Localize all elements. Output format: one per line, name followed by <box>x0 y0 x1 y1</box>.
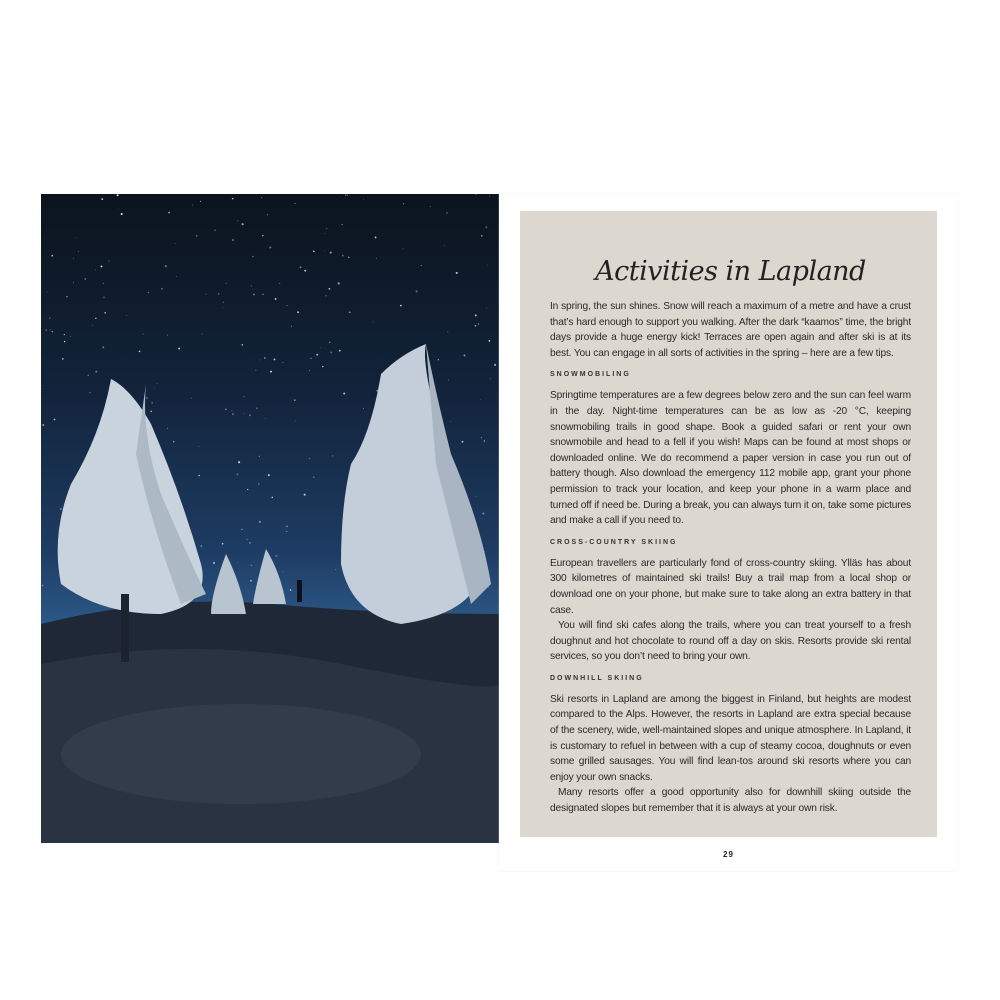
star <box>78 251 79 252</box>
star <box>60 508 62 510</box>
star <box>214 229 215 230</box>
star <box>403 248 404 249</box>
star <box>73 282 74 283</box>
star <box>480 399 481 400</box>
tree-right <box>341 344 491 624</box>
star <box>438 359 439 360</box>
star <box>50 330 51 331</box>
star <box>42 424 44 426</box>
star <box>62 358 64 360</box>
star <box>375 236 377 238</box>
star <box>250 580 252 582</box>
star <box>328 288 330 290</box>
paragraph: Springtime temperatures are a few degrees below zero and the sun can feel warm in the day. Night-time temperatures can be as low as -20 °C, keeping snowmobiling trails in good shape. Book a guided safari or rent your own snowmobile and head to a fell if you wish! Maps can be found at most shops or downloaded online. We do recommend a paper version in case you run out of battery though. Also download the emergency 112 mobile app, grant your phone permission to track your location, and keep your phone in a warm place and turned off if need be. During a break, you can always turn it on, take some pictures and make a call if you need to. <box>550 390 911 527</box>
star <box>325 295 326 296</box>
star <box>41 388 42 389</box>
star <box>247 489 248 490</box>
person-silhouette <box>297 580 302 602</box>
star <box>154 387 155 388</box>
star <box>251 564 253 566</box>
star <box>485 226 487 228</box>
star <box>272 497 274 499</box>
star <box>490 378 491 379</box>
section-heading-snowmobiling: SNOWMOBILING <box>550 371 631 379</box>
star <box>478 323 479 324</box>
star <box>242 223 244 225</box>
paragraph: Many resorts offer a good opportunity also for downhill skiing outside the designated slopes but remember that it is always at your own risk. <box>550 787 911 815</box>
star <box>102 346 104 348</box>
star <box>475 325 477 327</box>
star <box>165 265 167 267</box>
star <box>237 562 238 563</box>
star <box>52 331 54 333</box>
star <box>103 296 105 298</box>
star <box>213 562 215 564</box>
star <box>363 199 364 200</box>
star <box>476 194 477 195</box>
star <box>202 334 203 335</box>
star <box>157 383 158 384</box>
star <box>95 371 97 373</box>
star <box>252 256 253 257</box>
star <box>167 335 168 336</box>
star <box>335 569 336 570</box>
star <box>232 413 234 415</box>
star <box>464 354 466 356</box>
star <box>283 362 284 363</box>
star <box>342 255 344 257</box>
star <box>486 308 487 309</box>
star <box>322 366 323 367</box>
star <box>324 233 325 234</box>
star <box>283 571 284 572</box>
star <box>51 255 53 257</box>
star <box>258 483 259 484</box>
star <box>446 212 448 214</box>
star <box>150 411 152 413</box>
star <box>448 380 449 381</box>
star <box>87 374 89 376</box>
star <box>309 458 310 459</box>
star <box>339 350 341 352</box>
star <box>242 344 243 345</box>
star <box>151 402 153 404</box>
star <box>316 354 318 356</box>
star <box>223 307 224 308</box>
star <box>146 397 148 399</box>
star <box>84 278 86 280</box>
star <box>313 476 315 478</box>
star <box>167 428 168 429</box>
star <box>341 224 342 225</box>
star <box>324 251 325 252</box>
intro-paragraph: In spring, the sun shines. Snow will reach a maximum of a metre and have a crust that’s hard enough to support you walking. After the dark “kaamos” time, the bright days provide a huge energy kick! Terraces are open again and after ski is at its best. You can engage in all sorts of activities in the spring – here are a few tips. <box>550 301 911 359</box>
star <box>92 325 93 326</box>
star <box>270 371 272 373</box>
star <box>200 201 201 202</box>
star <box>256 407 258 409</box>
text-panel <box>520 211 937 837</box>
star <box>259 456 260 457</box>
star <box>173 441 174 442</box>
star <box>291 326 292 327</box>
star <box>259 521 261 523</box>
star <box>66 296 67 297</box>
star <box>49 317 51 319</box>
star <box>286 525 288 527</box>
star <box>249 414 251 416</box>
star <box>269 246 271 248</box>
star <box>481 235 482 236</box>
star <box>143 334 144 335</box>
star <box>218 293 219 294</box>
night-snow-forest-photo <box>41 194 499 843</box>
star <box>54 419 56 421</box>
star <box>340 197 341 198</box>
star <box>447 331 448 332</box>
star <box>198 475 200 477</box>
star <box>332 455 333 456</box>
star <box>232 239 234 241</box>
star <box>348 256 350 258</box>
star <box>244 396 245 397</box>
star <box>320 347 321 348</box>
star <box>70 336 71 337</box>
star <box>487 265 488 266</box>
star <box>178 347 180 349</box>
article-body <box>550 299 911 817</box>
star <box>403 203 404 204</box>
star <box>444 245 445 246</box>
star <box>450 421 451 422</box>
star <box>430 206 431 207</box>
book-page-right <box>499 194 958 871</box>
star <box>286 305 287 306</box>
star <box>104 312 106 314</box>
star <box>168 212 170 214</box>
star <box>400 305 402 307</box>
star <box>267 214 268 215</box>
star <box>347 195 348 196</box>
star <box>349 311 351 313</box>
star <box>191 398 192 399</box>
star <box>200 545 202 547</box>
star <box>223 302 225 304</box>
star <box>268 474 270 476</box>
star <box>64 341 65 342</box>
star <box>310 358 311 359</box>
star <box>462 441 464 443</box>
star <box>481 437 482 438</box>
star <box>294 399 296 401</box>
star <box>161 288 163 290</box>
star <box>260 360 261 361</box>
star <box>262 235 263 236</box>
star <box>300 266 302 268</box>
star <box>262 294 263 295</box>
star <box>304 494 306 496</box>
star <box>101 265 103 267</box>
star <box>249 542 251 544</box>
star <box>326 228 327 229</box>
section-heading-downhill: DOWNHILL SKIING <box>550 674 644 682</box>
star <box>126 315 127 316</box>
star <box>373 322 374 323</box>
star <box>101 198 103 200</box>
star <box>89 392 90 393</box>
star <box>236 473 238 475</box>
star <box>238 221 239 222</box>
star <box>345 195 346 196</box>
star <box>121 213 123 215</box>
star <box>290 589 292 591</box>
star <box>176 276 177 277</box>
star <box>475 314 477 316</box>
star <box>139 351 141 353</box>
star <box>226 283 227 284</box>
star <box>297 311 299 313</box>
star <box>206 294 207 295</box>
star <box>329 342 330 343</box>
star <box>343 392 345 394</box>
star <box>117 194 119 196</box>
star <box>456 272 458 274</box>
star <box>199 446 200 447</box>
star <box>73 258 74 259</box>
star <box>330 352 332 354</box>
star <box>103 283 104 284</box>
star <box>175 243 176 244</box>
star <box>246 539 247 540</box>
paragraph: Ski resorts in Lapland are among the biggest in Finland, but heights are modest compared to the Alps. However, the resorts in Lapland are extra special because of the scenery, wide, well-maintained slopes and unique atmosphere. In Lapland, it is customary to refuel in between with a cup of steamy cocoa, doughnuts or even some grilled sausages. You will find lean-tos around ski resorts where you can enjoy your own snacks. <box>550 693 911 783</box>
star <box>196 235 198 237</box>
paragraph: You will find ski cafes along the trails, where you can treat yourself to a fresh doughnut and hot chocolate to round off a day on skis. Resorts provide ski rental services, so you don’t need to bring your own. <box>550 620 911 663</box>
star <box>253 294 255 296</box>
star <box>231 410 232 411</box>
star <box>241 529 242 530</box>
star <box>363 408 364 409</box>
page-title: Activities in Lapland <box>595 256 866 287</box>
star <box>275 298 277 300</box>
page-number: 29 <box>723 849 734 859</box>
star <box>484 440 485 441</box>
star <box>330 252 332 254</box>
star <box>225 409 226 410</box>
light-patch <box>61 704 421 804</box>
star <box>482 512 484 514</box>
star <box>192 205 193 206</box>
star <box>232 198 234 200</box>
star <box>421 265 422 266</box>
star <box>64 334 65 335</box>
star <box>294 203 295 204</box>
star <box>264 357 265 358</box>
star <box>376 390 377 391</box>
photo-illustration <box>41 194 499 843</box>
star <box>222 543 224 545</box>
star <box>265 418 266 419</box>
star <box>75 237 76 238</box>
star <box>261 197 262 198</box>
star <box>304 270 306 272</box>
star <box>118 209 119 210</box>
star <box>95 318 96 319</box>
star <box>416 290 418 292</box>
star <box>295 421 296 422</box>
star <box>489 340 491 342</box>
star <box>488 587 489 588</box>
star <box>108 260 109 261</box>
star <box>376 258 377 259</box>
star <box>313 250 315 252</box>
star <box>489 196 490 197</box>
star <box>494 364 496 366</box>
star <box>279 283 280 284</box>
star <box>148 292 149 293</box>
star <box>338 282 340 284</box>
paragraph: European travellers are particularly fond of cross-country skiing. Ylläs has about 300 kilometres of maintained ski trails! Buy a trail map from a local shop or download one on your phone, but make sure to take along an extra battery in that case. <box>550 557 911 616</box>
star <box>275 555 277 557</box>
star <box>45 329 47 331</box>
star <box>286 531 287 532</box>
star <box>95 269 96 270</box>
star <box>251 286 252 287</box>
star <box>274 358 276 360</box>
star <box>47 292 48 293</box>
star <box>476 496 477 497</box>
star <box>244 413 245 414</box>
section-heading-cross-country: CROSS-COUNTRY SKIING <box>550 538 678 546</box>
star <box>255 370 256 371</box>
star <box>309 370 310 371</box>
star <box>238 461 240 463</box>
star <box>42 585 44 587</box>
